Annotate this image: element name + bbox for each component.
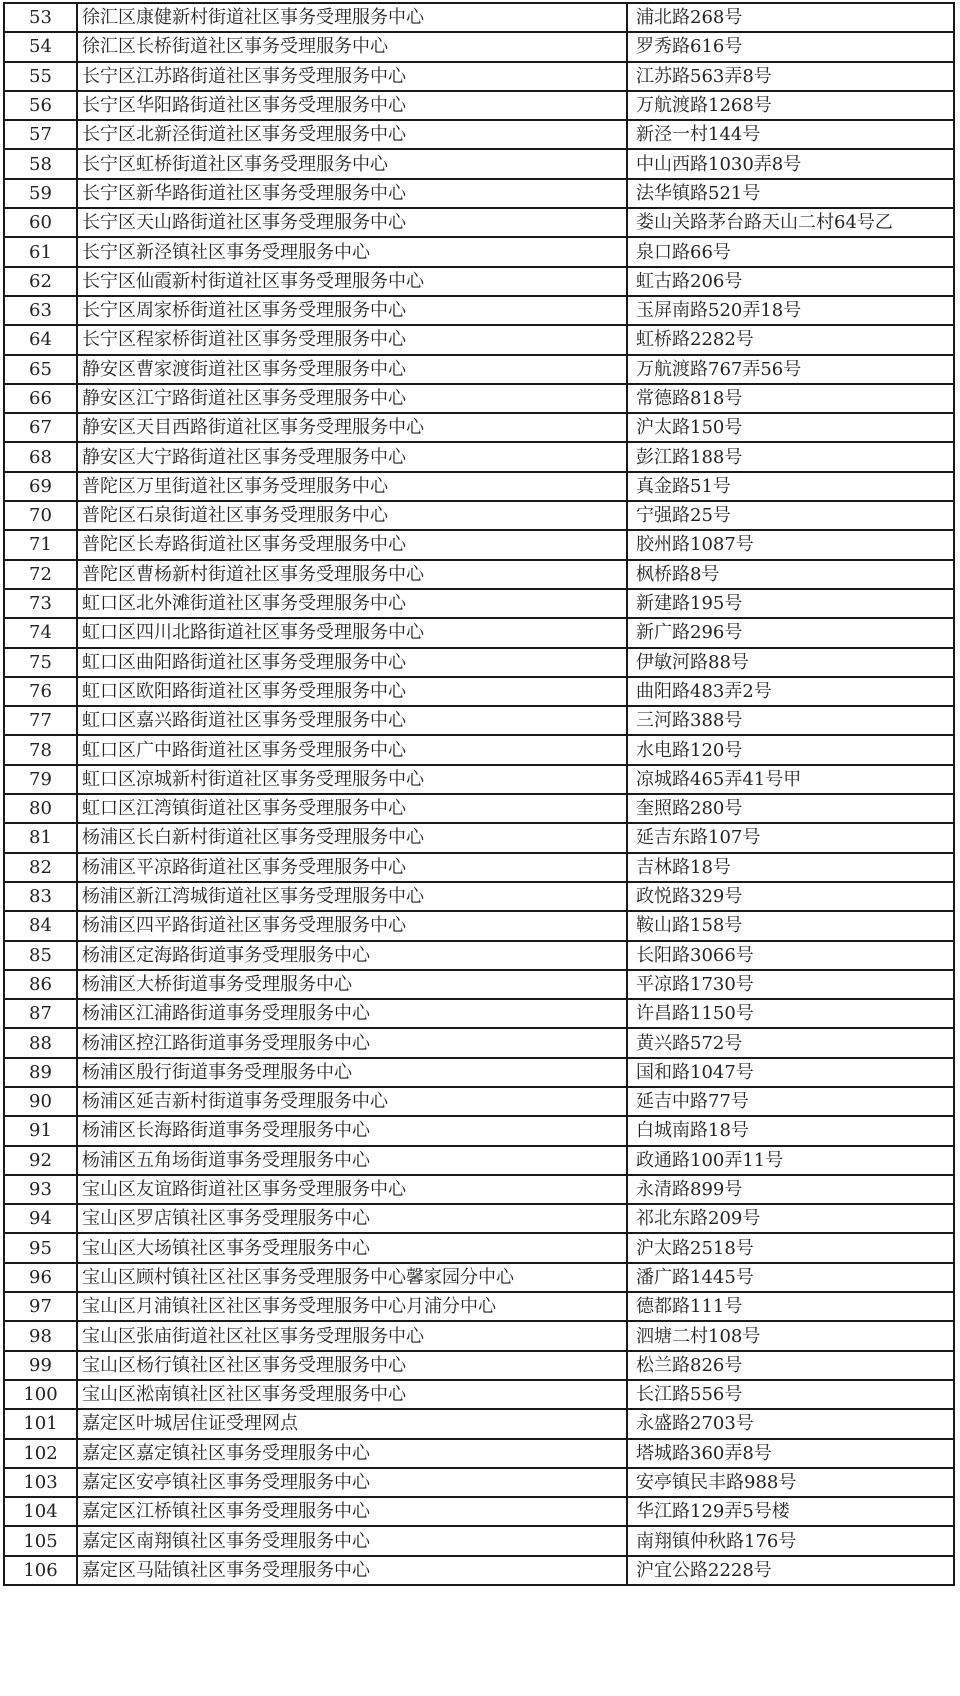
row-number: 75 <box>4 648 77 677</box>
table-row <box>4 970 954 999</box>
center-address: 鞍山路158号 <box>627 911 954 940</box>
center-name: 杨浦区平凉路街道社区事务受理服务中心 <box>77 853 627 882</box>
center-address: 泉口路66号 <box>627 237 954 266</box>
center-name: 杨浦区江浦路街道事务受理服务中心 <box>77 999 627 1028</box>
row-number: 71 <box>4 530 77 559</box>
center-name: 虹口区曲阳路街道社区事务受理服务中心 <box>77 648 627 677</box>
row-number: 66 <box>4 384 77 413</box>
center-address: 江苏路563弄8号 <box>627 62 954 91</box>
center-name: 普陀区曹杨新村街道社区事务受理服务中心 <box>77 560 627 589</box>
table-row <box>4 413 954 442</box>
center-address: 安亭镇民丰路988号 <box>627 1468 954 1497</box>
center-address: 政悦路329号 <box>627 882 954 911</box>
center-name: 宝山区杨行镇社区社区事务受理服务中心 <box>77 1351 627 1380</box>
table-row <box>4 794 954 823</box>
center-address: 水电路120号 <box>627 735 954 764</box>
row-number: 82 <box>4 853 77 882</box>
table-row <box>4 735 954 764</box>
row-number: 54 <box>4 32 77 61</box>
table-row <box>4 882 954 911</box>
center-address: 宁强路25号 <box>627 501 954 530</box>
center-address: 枫桥路8号 <box>627 560 954 589</box>
row-number: 68 <box>4 442 77 471</box>
table-row <box>4 442 954 471</box>
table-row <box>4 941 954 970</box>
row-number: 87 <box>4 999 77 1028</box>
center-address: 政通路100弄11号 <box>627 1146 954 1175</box>
center-address: 永盛路2703号 <box>627 1409 954 1438</box>
table-row <box>4 589 954 618</box>
center-name: 虹口区四川北路街道社区事务受理服务中心 <box>77 618 627 647</box>
row-number: 94 <box>4 1204 77 1233</box>
table-row <box>4 472 954 501</box>
table-row <box>4 1497 954 1526</box>
center-address: 虹桥路2282号 <box>627 325 954 354</box>
center-name: 静安区江宁路街道社区事务受理服务中心 <box>77 384 627 413</box>
center-name: 长宁区程家桥街道社区事务受理服务中心 <box>77 325 627 354</box>
table-row <box>4 384 954 413</box>
row-number: 55 <box>4 62 77 91</box>
center-address: 沪宜公路2228号 <box>627 1556 954 1585</box>
center-address: 胶州路1087号 <box>627 530 954 559</box>
row-number: 64 <box>4 325 77 354</box>
table-row <box>4 355 954 384</box>
center-name: 徐汇区康健新村街道社区事务受理服务中心 <box>77 3 627 32</box>
table-row <box>4 1116 954 1145</box>
center-name: 嘉定区江桥镇社区事务受理服务中心 <box>77 1497 627 1526</box>
row-number: 85 <box>4 941 77 970</box>
center-address: 松兰路826号 <box>627 1351 954 1380</box>
row-number: 70 <box>4 501 77 530</box>
service-center-table <box>3 2 955 1586</box>
center-address: 虹古路206号 <box>627 267 954 296</box>
table-row <box>4 1292 954 1321</box>
row-number: 76 <box>4 677 77 706</box>
row-number: 80 <box>4 794 77 823</box>
center-name: 长宁区江苏路街道社区事务受理服务中心 <box>77 62 627 91</box>
center-name: 嘉定区安亭镇社区事务受理服务中心 <box>77 1468 627 1497</box>
row-number: 77 <box>4 706 77 735</box>
center-address: 国和路1047号 <box>627 1058 954 1087</box>
center-name: 静安区曹家渡街道社区事务受理服务中心 <box>77 355 627 384</box>
center-address: 凉城路465弄41号甲 <box>627 765 954 794</box>
center-name: 杨浦区五角场街道事务受理服务中心 <box>77 1146 627 1175</box>
center-address: 彭江路188号 <box>627 442 954 471</box>
table-row <box>4 62 954 91</box>
row-number: 60 <box>4 208 77 237</box>
center-name: 虹口区广中路街道社区事务受理服务中心 <box>77 735 627 764</box>
row-number: 74 <box>4 618 77 647</box>
table-row <box>4 1468 954 1497</box>
table-row <box>4 91 954 120</box>
table-body <box>4 3 954 1585</box>
center-name: 虹口区凉城新村街道社区事务受理服务中心 <box>77 765 627 794</box>
row-number: 62 <box>4 267 77 296</box>
row-number: 96 <box>4 1263 77 1292</box>
center-name: 杨浦区大桥街道事务受理服务中心 <box>77 970 627 999</box>
table-row <box>4 853 954 882</box>
row-number: 56 <box>4 91 77 120</box>
center-name: 宝山区顾村镇社区社区事务受理服务中心馨家园分中心 <box>77 1263 627 1292</box>
center-address: 三河路388号 <box>627 706 954 735</box>
row-number: 59 <box>4 179 77 208</box>
center-address: 白城南路18号 <box>627 1116 954 1145</box>
table-row <box>4 911 954 940</box>
row-number: 91 <box>4 1116 77 1145</box>
row-number: 65 <box>4 355 77 384</box>
center-name: 嘉定区马陆镇社区事务受理服务中心 <box>77 1556 627 1585</box>
center-address: 罗秀路616号 <box>627 32 954 61</box>
table-row <box>4 501 954 530</box>
table-row <box>4 999 954 1028</box>
center-address: 德都路111号 <box>627 1292 954 1321</box>
center-address: 泗塘二村108号 <box>627 1321 954 1350</box>
row-number: 63 <box>4 296 77 325</box>
center-name: 宝山区月浦镇社区社区事务受理服务中心月浦分中心 <box>77 1292 627 1321</box>
row-number: 92 <box>4 1146 77 1175</box>
table-row <box>4 1233 954 1262</box>
center-name: 宝山区张庙街道社区社区事务受理服务中心 <box>77 1321 627 1350</box>
table-row <box>4 1204 954 1233</box>
center-name: 嘉定区南翔镇社区事务受理服务中心 <box>77 1526 627 1555</box>
center-name: 长宁区北新泾街道社区事务受理服务中心 <box>77 120 627 149</box>
center-address: 祁北东路209号 <box>627 1204 954 1233</box>
row-number: 103 <box>4 1468 77 1497</box>
center-address: 延吉中路77号 <box>627 1087 954 1116</box>
table-row <box>4 677 954 706</box>
table-row <box>4 648 954 677</box>
center-address: 华江路129弄5号楼 <box>627 1497 954 1526</box>
center-name: 普陀区长寿路街道社区事务受理服务中心 <box>77 530 627 559</box>
row-number: 95 <box>4 1233 77 1262</box>
table-row <box>4 1028 954 1057</box>
row-number: 57 <box>4 120 77 149</box>
center-address: 万航渡路767弄56号 <box>627 355 954 384</box>
table-row <box>4 1380 954 1409</box>
row-number: 58 <box>4 149 77 178</box>
center-name: 杨浦区殷行街道事务受理服务中心 <box>77 1058 627 1087</box>
center-name: 杨浦区新江湾城街道社区事务受理服务中心 <box>77 882 627 911</box>
row-number: 97 <box>4 1292 77 1321</box>
center-name: 普陀区石泉街道社区事务受理服务中心 <box>77 501 627 530</box>
table-row <box>4 530 954 559</box>
center-address: 沪太路2518号 <box>627 1233 954 1262</box>
center-name: 杨浦区控江路街道事务受理服务中心 <box>77 1028 627 1057</box>
row-number: 88 <box>4 1028 77 1057</box>
row-number: 102 <box>4 1439 77 1468</box>
table-row <box>4 208 954 237</box>
center-address: 新广路296号 <box>627 618 954 647</box>
row-number: 106 <box>4 1556 77 1585</box>
row-number: 78 <box>4 735 77 764</box>
center-name: 嘉定区嘉定镇社区事务受理服务中心 <box>77 1439 627 1468</box>
table-row <box>4 1351 954 1380</box>
center-address: 延吉东路107号 <box>627 823 954 852</box>
row-number: 86 <box>4 970 77 999</box>
row-number: 98 <box>4 1321 77 1350</box>
table-row <box>4 1321 954 1350</box>
row-number: 67 <box>4 413 77 442</box>
row-number: 93 <box>4 1175 77 1204</box>
center-name: 杨浦区长海路街道事务受理服务中心 <box>77 1116 627 1145</box>
row-number: 99 <box>4 1351 77 1380</box>
center-address: 沪太路150号 <box>627 413 954 442</box>
row-number: 104 <box>4 1497 77 1526</box>
row-number: 79 <box>4 765 77 794</box>
center-address: 南翔镇仲秋路176号 <box>627 1526 954 1555</box>
table-row <box>4 267 954 296</box>
center-address: 潘广路1445号 <box>627 1263 954 1292</box>
center-name: 宝山区淞南镇社区社区事务受理服务中心 <box>77 1380 627 1409</box>
table-row <box>4 1409 954 1438</box>
center-address: 玉屏南路520弄18号 <box>627 296 954 325</box>
center-address: 新建路195号 <box>627 589 954 618</box>
table-row <box>4 3 954 32</box>
center-name: 宝山区大场镇社区事务受理服务中心 <box>77 1233 627 1262</box>
center-address: 奎照路280号 <box>627 794 954 823</box>
table-row <box>4 149 954 178</box>
center-name: 宝山区罗店镇社区事务受理服务中心 <box>77 1204 627 1233</box>
table-row <box>4 120 954 149</box>
center-name: 杨浦区延吉新村街道事务受理服务中心 <box>77 1087 627 1116</box>
center-address: 法华镇路521号 <box>627 179 954 208</box>
center-name: 虹口区欧阳路街道社区事务受理服务中心 <box>77 677 627 706</box>
center-name: 静安区天目西路街道社区事务受理服务中心 <box>77 413 627 442</box>
table-row <box>4 1556 954 1585</box>
center-name: 普陀区万里街道社区事务受理服务中心 <box>77 472 627 501</box>
table-row <box>4 823 954 852</box>
center-name: 嘉定区叶城居住证受理网点 <box>77 1409 627 1438</box>
table-row <box>4 1439 954 1468</box>
center-name: 长宁区新华路街道社区事务受理服务中心 <box>77 179 627 208</box>
table-row <box>4 1146 954 1175</box>
center-address: 塔城路360弄8号 <box>627 1439 954 1468</box>
center-address: 平凉路1730号 <box>627 970 954 999</box>
center-address: 长江路556号 <box>627 1380 954 1409</box>
center-address: 常德路818号 <box>627 384 954 413</box>
center-name: 虹口区江湾镇街道社区事务受理服务中心 <box>77 794 627 823</box>
center-address: 黄兴路572号 <box>627 1028 954 1057</box>
center-address: 新泾一村144号 <box>627 120 954 149</box>
center-address: 万航渡路1268号 <box>627 91 954 120</box>
table-row <box>4 765 954 794</box>
table-row <box>4 32 954 61</box>
center-name: 静安区大宁路街道社区事务受理服务中心 <box>77 442 627 471</box>
center-name: 徐汇区长桥街道社区事务受理服务中心 <box>77 32 627 61</box>
center-address: 中山西路1030弄8号 <box>627 149 954 178</box>
table-row <box>4 1526 954 1555</box>
row-number: 72 <box>4 560 77 589</box>
center-address: 长阳路3066号 <box>627 941 954 970</box>
center-address: 吉林路18号 <box>627 853 954 882</box>
row-number: 84 <box>4 911 77 940</box>
center-address: 伊敏河路88号 <box>627 648 954 677</box>
row-number: 89 <box>4 1058 77 1087</box>
table-row <box>4 179 954 208</box>
row-number: 61 <box>4 237 77 266</box>
table-row <box>4 618 954 647</box>
row-number: 83 <box>4 882 77 911</box>
center-address: 许昌路1150号 <box>627 999 954 1028</box>
center-address: 真金路51号 <box>627 472 954 501</box>
table-row <box>4 237 954 266</box>
table-row <box>4 560 954 589</box>
table-row <box>4 706 954 735</box>
table-row <box>4 1058 954 1087</box>
row-number: 53 <box>4 3 77 32</box>
table-row <box>4 325 954 354</box>
row-number: 105 <box>4 1526 77 1555</box>
center-name: 杨浦区定海路街道事务受理服务中心 <box>77 941 627 970</box>
center-name: 杨浦区四平路街道社区事务受理服务中心 <box>77 911 627 940</box>
row-number: 81 <box>4 823 77 852</box>
table-row <box>4 1175 954 1204</box>
center-name: 长宁区天山路街道社区事务受理服务中心 <box>77 208 627 237</box>
center-name: 虹口区嘉兴路街道社区事务受理服务中心 <box>77 706 627 735</box>
center-name: 长宁区仙霞新村街道社区事务受理服务中心 <box>77 267 627 296</box>
center-name: 长宁区周家桥街道社区事务受理服务中心 <box>77 296 627 325</box>
row-number: 100 <box>4 1380 77 1409</box>
center-name: 杨浦区长白新村街道社区事务受理服务中心 <box>77 823 627 852</box>
table-row <box>4 296 954 325</box>
row-number: 90 <box>4 1087 77 1116</box>
center-name: 长宁区新泾镇社区事务受理服务中心 <box>77 237 627 266</box>
table-row <box>4 1263 954 1292</box>
row-number: 69 <box>4 472 77 501</box>
center-address: 娄山关路茅台路天山二村64号乙 <box>627 208 954 237</box>
center-address: 曲阳路483弄2号 <box>627 677 954 706</box>
center-address: 永清路899号 <box>627 1175 954 1204</box>
center-name: 长宁区虹桥街道社区事务受理服务中心 <box>77 149 627 178</box>
table-row <box>4 1087 954 1116</box>
center-name: 宝山区友谊路街道社区事务受理服务中心 <box>77 1175 627 1204</box>
center-address: 浦北路268号 <box>627 3 954 32</box>
row-number: 73 <box>4 589 77 618</box>
center-name: 虹口区北外滩街道社区事务受理服务中心 <box>77 589 627 618</box>
center-name: 长宁区华阳路街道社区事务受理服务中心 <box>77 91 627 120</box>
row-number: 101 <box>4 1409 77 1438</box>
